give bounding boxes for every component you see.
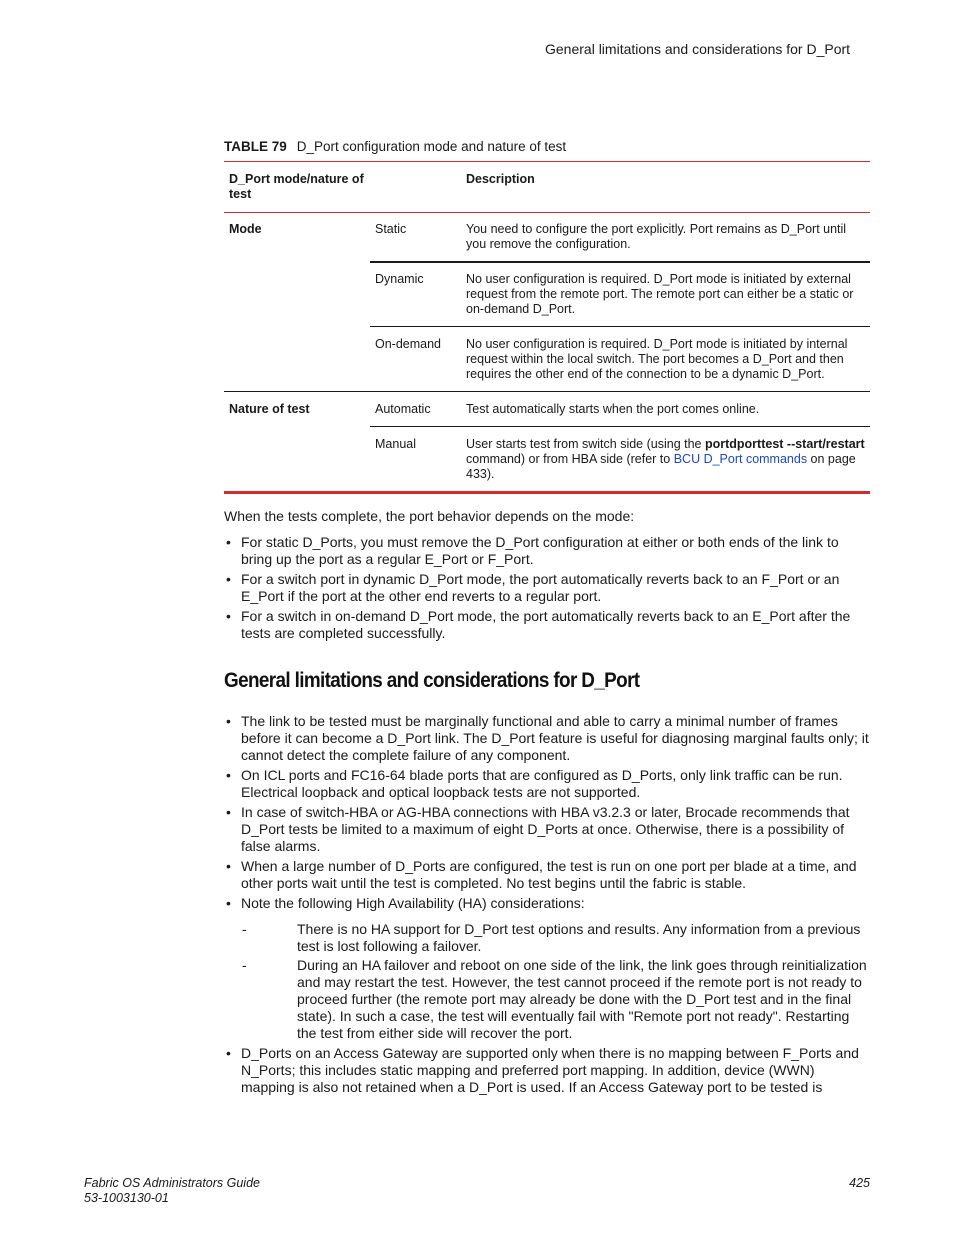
list-item: • When a large number of D_Ports are configured, the test is run on one port per blade at a time, and other ports wait until the test is completed. No test begins until the fabric is stable. (224, 858, 870, 892)
table-row-type: Dynamic (375, 272, 424, 286)
table-row-type: Static (375, 222, 407, 236)
table-row-type: On-demand (375, 337, 442, 351)
row-divider (370, 261, 870, 263)
footer-doc-number: 53-1003130-01 (84, 1191, 169, 1205)
row-divider (370, 326, 870, 327)
list-item: • For a switch port in dynamic D_Port mode, the port automatically reverts back to an F_Port or an E_Port if the port at the other end reverts to a regular port. (224, 571, 870, 605)
sub-list-item: - There is no HA support for D_Port test options and results. Any information from a previous test is lost following a failover. (241, 921, 870, 955)
sub-list-item: - During an HA failover and reboot on one side of the link, the link goes through reinitialization and may restart the test. However, the test cannot proceed if the remote port is not ready to proceed further (the remote port may already be done with the D_Port test and in the final state). In such a case, the test will eventually fail with "Remote port not ready". Restarting the test from either side will recover the port. (241, 957, 870, 1042)
table-caption-label: TABLE 79 (224, 139, 287, 154)
table-caption-text: D_Port configuration mode and nature of test (296, 139, 567, 154)
table-row-type: Manual (375, 437, 416, 451)
list-item: • For static D_Ports, you must remove the D_Port configuration at either or both ends of the link to bring up the port as a regular E_Port or F_Port. (224, 534, 870, 568)
bcu-dport-commands-link[interactable]: BCU D_Port commands (673, 452, 808, 466)
group-divider (224, 391, 870, 392)
table-row-description: You need to configure the port explicitly. Port remains as D_Port until you remove the configuration. (466, 222, 847, 251)
limitations-bullet-list (224, 713, 870, 1099)
table-row-description: Test automatically starts when the port comes online. (466, 402, 760, 416)
section-title: General limitations and considerations for D_Port (224, 669, 640, 692)
running-header: General limitations and considerations for D_Port (545, 41, 851, 57)
row-divider (370, 426, 870, 427)
list-item: • The link to be tested must be marginally functional and able to carry a minimal number of frames before it can become a D_Port link. The D_Port feature is useful for diagnosing marginal faults only; it cannot detect the complete failure of any component. (224, 713, 870, 764)
table-row-description: No user configuration is required. D_Port mode is initiated by external request from the remote port. The remote port can either be a static or on-demand D_Port. (466, 272, 854, 316)
ha-considerations-label: Note the following High Availability (HA) considerations: (241, 895, 585, 911)
list-item (224, 895, 870, 1042)
ha-subitem-list (241, 921, 870, 1042)
table-header-rule (224, 212, 870, 213)
table-header-mode: D_Port mode/nature of test (229, 172, 364, 201)
list-item: • On ICL ports and FC16-64 blade ports that are configured as D_Ports, only link traffic can be run. Electrical loopback and optical loopback tests are not supported. (224, 767, 870, 801)
intro-bullet-list (224, 534, 870, 645)
list-item: • For a switch in on-demand D_Port mode, the port automatically reverts back to an E_Port after the tests are completed successfully. (224, 608, 870, 642)
table-group-label: Mode (229, 222, 262, 236)
list-item: • In case of switch-HBA or AG-HBA connections with HBA v3.2.3 or later, Brocade recommends that D_Port tests be limited to a maximum of eight D_Ports at once. Otherwise, there is a possibility of false alarms. (224, 804, 870, 855)
table-group-label: Nature of test (229, 402, 310, 416)
table-row-description: User starts test from switch side (using the portdporttest --start/restart command) or from HBA side (refer to BCU D_Port commands on page 433). (466, 437, 865, 481)
intro-paragraph: When the tests complete, the port behavior depends on the mode: (224, 508, 635, 524)
table-caption (224, 139, 566, 154)
table-row-type: Automatic (375, 402, 431, 416)
list-item: • D_Ports on an Access Gateway are supported only when there is no mapping between F_Ports and N_Ports; this includes static mapping and preferred port mapping. In addition, device (WWN) mapping is also not retained when a D_Port is used. If an Access Gateway port to be tested is (224, 1045, 870, 1096)
table-row-description: No user configuration is required. D_Port mode is initiated by internal request within the local switch. The port becomes a D_Port and then requires the other end of the connection to be a dynamic D_Port. (466, 337, 848, 381)
command-name: portdporttest --start/restart (704, 437, 865, 451)
table-top-rule (224, 161, 870, 162)
footer-doc-title: Fabric OS Administrators Guide (84, 1176, 260, 1190)
footer-page-number: 425 (849, 1176, 870, 1190)
table-bottom-rule (224, 491, 870, 494)
table-header-description: Description (466, 172, 535, 186)
